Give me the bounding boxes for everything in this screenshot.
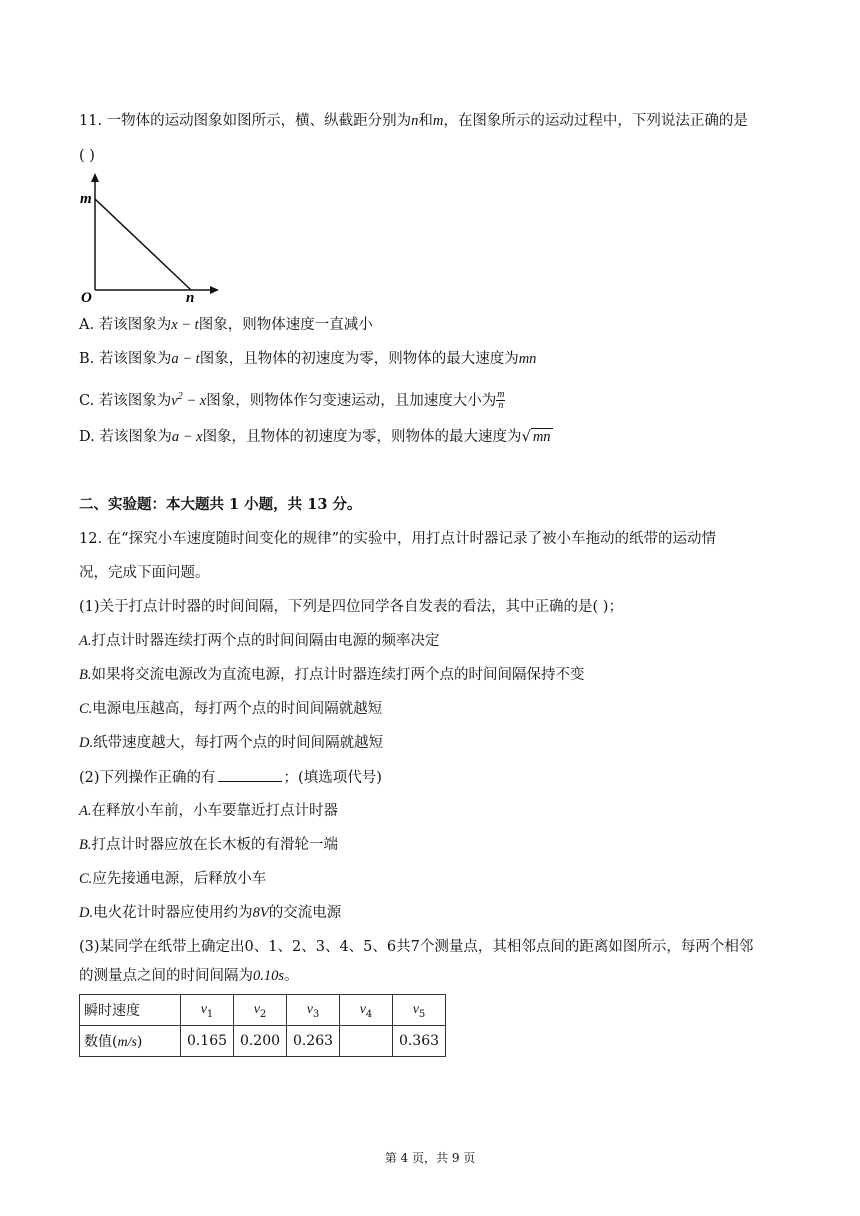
p3-count: 7 <box>410 939 420 955</box>
var-m: m <box>432 113 444 129</box>
frac-den: n <box>498 400 504 412</box>
p1c-text: 电源电压越高，每打两个点的时间间隔就越短 <box>92 701 383 717</box>
p1c-label: C. <box>79 701 93 717</box>
opt-c-post: 图象，则物体作匀变速运动，且加速度大小为 <box>206 392 497 409</box>
page-footer: 第 4 页，共 9 页 <box>384 1151 476 1165</box>
y-intercept-label: m <box>80 191 92 207</box>
p2-pre: (2)下列操作正确的有 <box>79 770 216 786</box>
q11-stem-b: ，在图象所示的运动过程中，下列说法正确的是 <box>443 113 748 129</box>
q11-option-c <box>79 387 505 411</box>
p3-d: 的测量点之间的时间间隔为 <box>79 968 253 984</box>
p2d-pre: 电火花计时器应使用约为 <box>93 905 253 921</box>
v-symbol: v <box>253 1001 260 1017</box>
row2-label-pre: 数值( <box>84 1034 118 1050</box>
q12-p2-option-b <box>79 835 338 855</box>
v-symbol: v <box>306 1001 313 1017</box>
v-sub: 3 <box>312 1008 320 1020</box>
header-v1 <box>181 995 234 1026</box>
v-sub: 1 <box>206 1008 214 1020</box>
row1-label: 瞬时速度 <box>80 995 181 1026</box>
opt-b-post: 图象，且物体的初速度为零，则物体的最大速度为 <box>199 351 519 367</box>
q12-p1-option-c <box>79 699 382 719</box>
opt-c-pre: C. 若该图象为 <box>79 392 172 409</box>
q12-part3-line1 <box>79 937 753 957</box>
x-axis-arrow <box>210 286 219 294</box>
p3-a: (3)某同学在纸带上确定出 <box>79 939 245 955</box>
p3-nums: 0、1、2、3、4、5、6 <box>244 939 397 955</box>
opt-b-ans: mn <box>518 351 537 367</box>
header-v2 <box>234 995 287 1026</box>
p1b-label: B. <box>79 667 92 683</box>
p2b-label: B. <box>79 837 92 853</box>
value-v3: 0.263 <box>287 1026 340 1057</box>
section-heading: 二、实验题：本大题共 1 小题，共 13 分。 <box>79 496 362 513</box>
opt-c-expr: v <box>171 392 178 409</box>
q11-stem <box>79 111 748 131</box>
q12-stem-2: 况，完成下面问题。 <box>79 565 210 581</box>
header-v3 <box>287 995 340 1026</box>
p3-e: 。 <box>284 968 299 984</box>
p2c-text: 应先接通电源，后释放小车 <box>92 871 267 887</box>
opt-d-expr: a − x <box>171 429 203 445</box>
q12-part2 <box>79 767 382 788</box>
q12-part1: (1)关于打点计时器的时间间隔，下列是四位同学各自发表的看法，其中正确的是( )； <box>79 599 623 615</box>
sqrt-expression <box>522 427 553 447</box>
opt-a-expr: x − t <box>171 317 199 333</box>
sqrt-radicand: mn <box>532 429 551 445</box>
row2-unit: m/s <box>117 1035 137 1050</box>
p2d-label: D. <box>79 905 94 921</box>
v-sub: 4 <box>365 1008 373 1020</box>
opt-c-sup: 2 <box>177 391 183 402</box>
p3-t: 0.10s <box>253 968 285 984</box>
v-symbol: v <box>200 1001 207 1017</box>
p2a-text: 在释放小车前，小车要靠近打点计时器 <box>91 803 338 819</box>
motion-graph <box>78 172 228 306</box>
q11-stem-a: 11. 一物体的运动图象如图所示，横、纵截距分别为 <box>79 113 412 129</box>
opt-d-pre: D. 若该图象为 <box>79 429 172 445</box>
header-v5 <box>393 995 446 1026</box>
q12-p2-option-a <box>79 801 338 821</box>
y-axis-arrow <box>91 173 99 182</box>
row2-label <box>80 1026 181 1057</box>
q12-stem-1: 12. 在“探究小车速度随时间变化的规律”的实验中，用打点计时器记录了被小车拖动的纸带的运动情 <box>79 531 716 547</box>
p1a-label: A. <box>79 633 92 649</box>
p3-c: 个测量点，其相邻点间的距离如图所示，每两个相邻 <box>419 939 754 955</box>
opt-a-post: 图象，则物体速度一直减小 <box>198 317 373 333</box>
p1d-text: 纸带速度越大，每打两个点的时间间隔就越短 <box>93 735 384 751</box>
value-v2: 0.200 <box>234 1026 287 1057</box>
origin-label: O <box>81 290 92 306</box>
value-v4-blank[interactable] <box>340 1026 393 1057</box>
sqrt-sign: √ <box>521 429 531 445</box>
graph-line <box>95 199 191 290</box>
p2a-label: A. <box>79 803 92 819</box>
p1a-text: 打点计时器连续打两个点的时间间隔由电源的频率决定 <box>91 633 440 649</box>
opt-b-expr: a − t <box>171 351 200 367</box>
value-v5: 0.363 <box>393 1026 446 1057</box>
q12-p1-option-a <box>79 631 439 651</box>
opt-a-pre: A. 若该图象为 <box>79 317 172 333</box>
p3-b: 共 <box>396 939 411 955</box>
q11-option-b <box>79 349 536 369</box>
q12-part3-line2 <box>79 966 299 986</box>
p2d-post: 的交流电源 <box>268 905 342 921</box>
p2-post: ；(填选项代号) <box>283 770 382 786</box>
q12-p2-option-c <box>79 869 266 889</box>
velocity-table <box>79 994 446 1057</box>
q12-p1-option-d <box>79 733 383 753</box>
v-sub: 2 <box>259 1008 267 1020</box>
v-symbol: v <box>412 1001 419 1017</box>
opt-d-post: 图象，且物体的初速度为零，则物体的最大速度为 <box>202 429 522 445</box>
x-intercept-label: n <box>186 290 195 306</box>
q11-paren: ( ) <box>79 148 95 164</box>
value-v1: 0.165 <box>181 1026 234 1057</box>
q11-option-a <box>79 315 373 335</box>
v-sub: 5 <box>418 1008 426 1020</box>
q11-and: 和 <box>418 113 433 129</box>
v-symbol: v <box>359 1001 366 1017</box>
table-row <box>80 995 446 1026</box>
table-row <box>80 1026 446 1057</box>
p2d-val: 8V <box>252 905 269 921</box>
p2c-label: C. <box>79 871 93 887</box>
header-v4 <box>340 995 393 1026</box>
row2-label-post: ) <box>136 1034 143 1050</box>
p1d-label: D. <box>79 735 94 751</box>
frac-num: m <box>497 389 505 401</box>
opt-b-pre: B. 若该图象为 <box>79 351 172 367</box>
answer-blank[interactable] <box>218 767 282 782</box>
var-n: n <box>411 113 419 129</box>
opt-c-expr2: − x <box>182 392 207 409</box>
p1b-text: 如果将交流电源改为直流电源，打点计时器连续打两个点的时间间隔保持不变 <box>91 667 585 683</box>
q11-option-d <box>79 427 553 447</box>
p2b-text: 打点计时器应放在长木板的有滑轮一端 <box>91 837 338 853</box>
opt-c-fraction <box>496 390 505 411</box>
q12-p1-option-b <box>79 665 584 685</box>
q12-p2-option-d <box>79 903 341 923</box>
